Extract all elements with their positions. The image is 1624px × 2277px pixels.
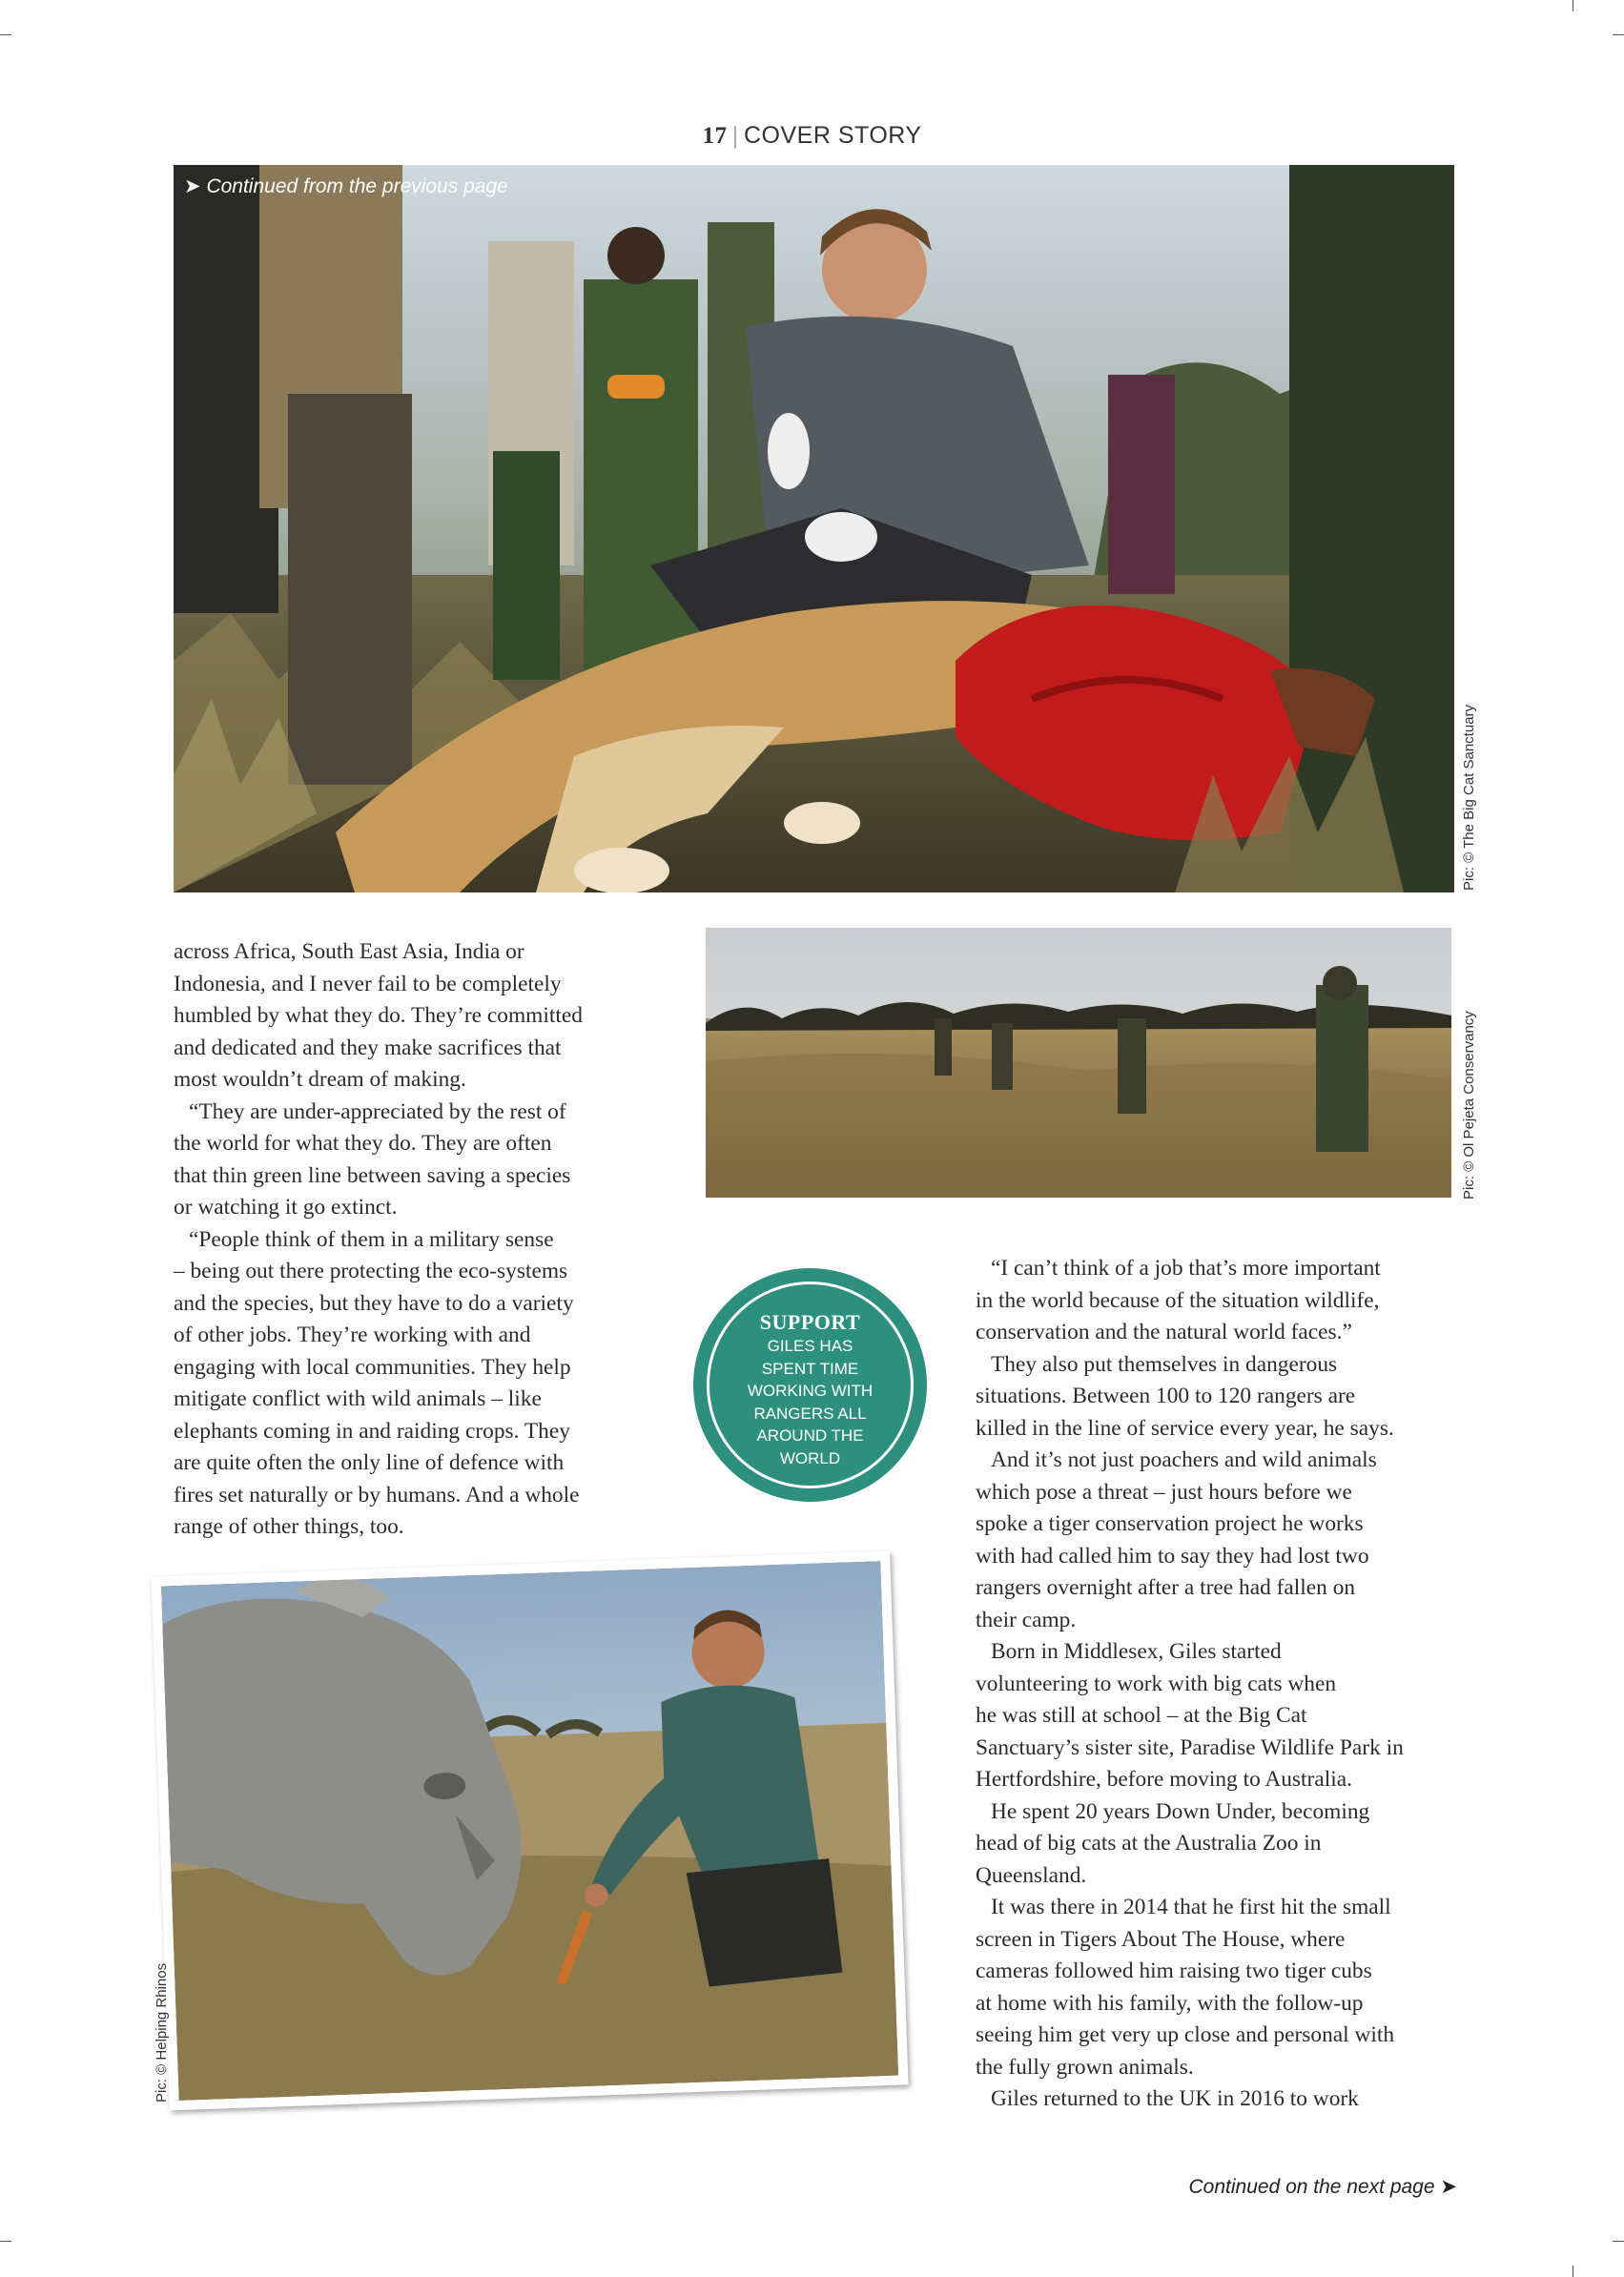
rhino-photo (161, 1561, 898, 2101)
crop-mark (1613, 34, 1624, 35)
text-line: he was still at school – at the Big Cat (976, 1703, 1307, 1728)
crop-mark (0, 34, 11, 35)
text-line: Hertfordshire, before moving to Australia. (976, 1767, 1352, 1792)
text-line: humbled by what they do. They’re committed (174, 1003, 583, 1028)
text-line: screen in Tigers About The House, where (976, 1926, 1346, 1952)
photo-credit-lion: Pic: © The Big Cat Sanctuary (1461, 704, 1477, 891)
text-line: at home with his family, with the follow-up (976, 1990, 1364, 2016)
article-paragraph (976, 1253, 1457, 1349)
continued-from-previous (184, 174, 508, 198)
text-line: cameras followed him raising two tiger cubs (976, 1959, 1372, 1983)
text-line: that thin green line between saving a species (174, 1162, 571, 1188)
text-line: seeing him get very up close and personal with (976, 2022, 1395, 2047)
arrow-right-icon: ➤ (184, 175, 201, 197)
text-line: Born in Middlesex, Giles started (991, 1639, 1282, 1664)
text-line: and the species, but they have to do a variety (174, 1290, 574, 1316)
text-line: or watching it go extinct. (174, 1195, 398, 1220)
badge-title: SUPPORT (759, 1310, 861, 1334)
page-number: 17 (702, 123, 728, 149)
text-line: “They are under-appreciated by the rest of (189, 1098, 566, 1124)
text-line: “I can’t think of a job that’s more important (991, 1256, 1381, 1281)
text-line: and dedicated and they make sacrifices that (174, 1035, 562, 1060)
text-line: conservation and the natural world faces.” (976, 1320, 1352, 1344)
header-separator: | (732, 123, 738, 149)
crop-mark (0, 2241, 11, 2242)
text-line: fires set naturally or by humans. And a whole (174, 1482, 580, 1508)
photo-credit-rangers: Pic: © Ol Pejeta Conservancy (1461, 1011, 1477, 1200)
text-line: mitigate conflict with wild animals – like (174, 1386, 542, 1411)
article-column-right (976, 1253, 1457, 2116)
continued-next-text: Continued on the next page (1188, 2176, 1435, 2198)
text-line: across Africa, South East Asia, India or (174, 939, 524, 964)
text-line: And it’s not just poachers and wild animals (991, 1447, 1377, 1472)
badge-line: WORLD (779, 1448, 841, 1467)
text-line: in the world because of the situation wildlife, (976, 1287, 1380, 1313)
rangers-photo (706, 928, 1451, 1198)
badge-line: GILES HAS (767, 1337, 853, 1355)
arrow-right-icon: ➤ (1440, 2176, 1457, 2198)
text-line: are quite often the only line of defence with (174, 1450, 565, 1475)
continued-from-text: Continued from the previous page (206, 175, 508, 197)
text-line: rangers overnight after a tree had fallen on (976, 1575, 1356, 1600)
text-line: Queensland. (976, 1862, 1087, 1888)
photo-credit-rhino: Pic: © Helping Rhinos (154, 1962, 170, 2103)
page-header (0, 122, 1624, 150)
text-line: with had called him to say they had lost two (976, 1543, 1369, 1569)
text-line: their camp. (976, 1607, 1077, 1632)
article-column-left (174, 936, 650, 1544)
article-paragraph (976, 1445, 1457, 1636)
article-paragraph (174, 1097, 650, 1224)
text-line: It was there in 2014 that he first hit the small (991, 1895, 1391, 1919)
article-paragraph (174, 1224, 650, 1544)
article-paragraph (976, 1892, 1457, 2083)
badge-line: AROUND THE (756, 1426, 864, 1445)
text-line: – being out there protecting the eco-systems (174, 1259, 568, 1283)
badge-line: RANGERS ALL (753, 1404, 867, 1423)
text-line: situations. Between 100 to 120 rangers are (976, 1384, 1356, 1408)
text-line: the fully grown animals. (976, 2054, 1194, 2080)
lion-photo (174, 165, 1454, 892)
text-line: volunteering to work with big cats when (976, 1671, 1337, 1696)
text-line: Giles returned to the UK in 2016 to work (991, 2086, 1359, 2111)
text-line: engaging with local communities. They help (174, 1354, 571, 1380)
text-line: killed in the line of service every year, he says. (976, 1415, 1394, 1441)
article-paragraph (174, 936, 650, 1097)
article-paragraph (976, 2083, 1457, 2116)
article-paragraph (976, 1349, 1457, 1446)
badge-line: WORKING WITH (747, 1382, 874, 1400)
text-line: head of big cats at the Australia Zoo in (976, 1831, 1322, 1856)
text-line: which pose a threat – just hours before we (976, 1479, 1352, 1505)
text-line: elephants coming in and raiding crops. They (174, 1418, 570, 1444)
article-paragraph (976, 1796, 1457, 1893)
text-line: most wouldn’t dream of making. (174, 1067, 466, 1092)
badge-line: SPENT TIME (761, 1359, 859, 1378)
text-line: Sanctuary’s sister site, Paradise Wildlife Park in (976, 1734, 1404, 1760)
rhino-photo-frame (151, 1551, 908, 2111)
text-line: the world for what they do. They are often (174, 1131, 552, 1156)
text-line: He spent 20 years Down Under, becoming (991, 1798, 1370, 1824)
continued-on-next (1189, 2175, 1458, 2199)
crop-mark (1613, 2241, 1624, 2242)
section-title: COVER STORY (743, 122, 922, 149)
text-line: Indonesia, and I never fail to be completely (174, 971, 562, 996)
support-badge (693, 1268, 927, 1502)
text-line: “People think of them in a military sense (189, 1226, 554, 1252)
article-paragraph (976, 1636, 1457, 1796)
text-line: of other jobs. They’re working with and (174, 1323, 531, 1347)
text-line: spoke a tiger conservation project he works (976, 1511, 1364, 1536)
text-line: range of other things, too. (174, 1514, 404, 1539)
text-line: They also put themselves in dangerous (991, 1351, 1338, 1377)
